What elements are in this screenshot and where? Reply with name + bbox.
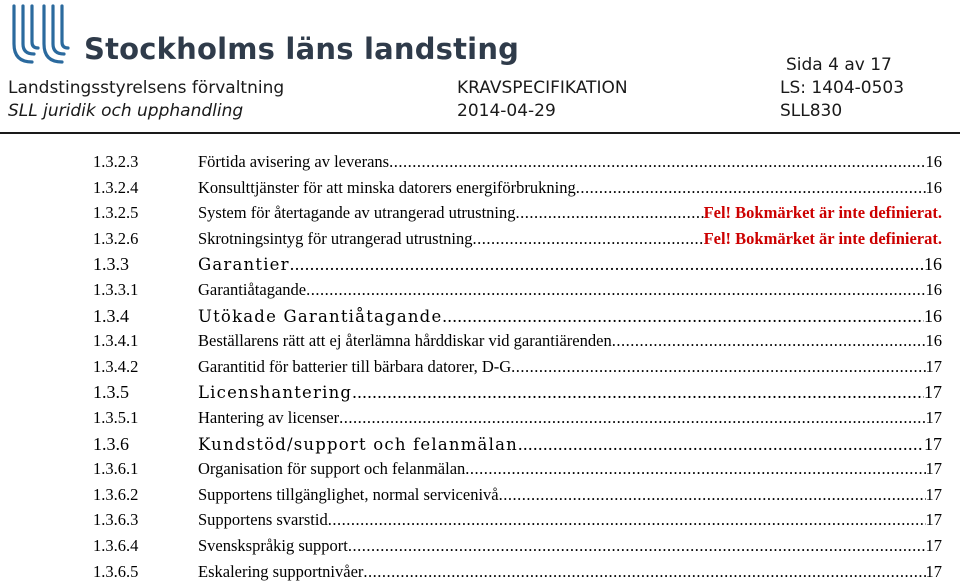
toc-entry-number: 1.3.4.2 bbox=[93, 356, 139, 376]
toc-entry-line bbox=[198, 382, 942, 403]
toc-entry-page: 17 bbox=[925, 356, 942, 376]
toc-entry[interactable] bbox=[0, 382, 960, 408]
toc-entry-page: 16 bbox=[925, 331, 942, 351]
toc-entry[interactable] bbox=[0, 280, 960, 306]
toc-entry-page: 17 bbox=[925, 536, 942, 555]
header-doc-type: KRAVSPECIFIKATION bbox=[457, 78, 628, 98]
toc-leader-dots bbox=[518, 434, 924, 455]
toc-entry-number: 1.3.2.5 bbox=[93, 203, 139, 223]
toc-entry-number: 1.3.3 bbox=[93, 254, 129, 275]
toc-entry[interactable] bbox=[0, 331, 960, 357]
toc-entry[interactable] bbox=[0, 562, 960, 588]
toc-entry-title: Hantering av licenser bbox=[198, 408, 340, 427]
toc-entry-title: Skrotningsintyg för utrangerad utrustning bbox=[198, 228, 473, 248]
toc-entry-line bbox=[198, 485, 942, 505]
toc-entry[interactable] bbox=[0, 510, 960, 536]
toc-entry-title: Licenshantering bbox=[198, 383, 353, 403]
toc-leader-dots bbox=[576, 178, 926, 198]
toc-entry-number: 1.3.4 bbox=[93, 305, 129, 326]
toc-entry-page: 16 bbox=[925, 152, 942, 171]
toc-entry-line bbox=[198, 408, 942, 428]
header-rule bbox=[0, 132, 960, 134]
toc-entry-page: 17 bbox=[925, 510, 942, 530]
toc-leader-dots bbox=[511, 357, 925, 377]
toc-entry-number: 1.3.4.1 bbox=[93, 331, 139, 351]
toc-entry-title: Supportens tillgänglighet, normal servicenivå bbox=[198, 484, 499, 504]
toc-entry[interactable] bbox=[0, 485, 960, 511]
toc-leader-dots bbox=[339, 408, 925, 428]
toc-entry-page: 17 bbox=[924, 433, 942, 454]
toc-entry-page: 16 bbox=[925, 280, 942, 299]
toc-entry[interactable] bbox=[0, 408, 960, 434]
toc-leader-dots bbox=[473, 229, 704, 249]
toc-entry-page: 17 bbox=[925, 408, 942, 427]
toc-entry[interactable] bbox=[0, 203, 960, 229]
toc-entry-number: 1.3.6.5 bbox=[93, 561, 139, 581]
toc-leader-dots bbox=[352, 382, 924, 403]
toc-entry-number: 1.3.2.4 bbox=[93, 177, 139, 197]
toc-entry-page: 17 bbox=[925, 459, 942, 479]
toc-leader-dots bbox=[499, 485, 926, 505]
toc-entry-number: 1.3.3.1 bbox=[93, 280, 139, 299]
toc-entry[interactable] bbox=[0, 306, 960, 332]
toc-entry-line bbox=[198, 434, 942, 455]
toc-leader-dots bbox=[348, 536, 926, 556]
toc-entry-line bbox=[198, 254, 942, 275]
toc-entry-page: 16 bbox=[924, 305, 942, 326]
toc-entry-title: Beställarens rätt att ej återlämna hårddiskar vid garantiärenden bbox=[198, 331, 612, 351]
toc-entry-page: 16 bbox=[925, 177, 942, 197]
toc-entry-line bbox=[198, 280, 942, 300]
header-ls-number: LS: 1404-0503 bbox=[780, 78, 905, 98]
toc-entry-title: Svenskspråkig support bbox=[198, 536, 348, 555]
toc-entry-number: 1.3.6.2 bbox=[93, 484, 139, 504]
toc-entry[interactable] bbox=[0, 254, 960, 280]
toc-leader-dots bbox=[389, 152, 925, 172]
toc-entry-title: Konsulttjänster för att minska datorers energiförbrukning bbox=[198, 177, 576, 197]
toc-entry-number: 1.3.6.3 bbox=[93, 510, 139, 530]
toc-entry-line bbox=[198, 510, 942, 530]
toc-entry-page: 17 bbox=[924, 382, 942, 403]
toc-entry-line bbox=[198, 536, 942, 556]
toc-entry-title: Supportens svarstid bbox=[198, 510, 328, 530]
toc-entry-title: Kundstöd/support och felanmälan bbox=[198, 434, 518, 454]
toc-entry-number: 1.3.6.1 bbox=[93, 459, 139, 479]
toc-entry-line bbox=[198, 357, 942, 377]
toc-entry-number: 1.3.6 bbox=[93, 433, 129, 454]
toc-entry-line bbox=[198, 459, 942, 479]
toc-entry-title: Eskalering supportnivåer bbox=[198, 561, 364, 581]
toc-entry[interactable] bbox=[0, 178, 960, 204]
header-dept: SLL juridik och upphandling bbox=[8, 101, 244, 121]
toc-entry-title: System för återtagande av utrangerad utrustning bbox=[198, 203, 516, 223]
toc-entry-title: Förtida avisering av leverans bbox=[198, 152, 390, 171]
toc-entry-number: 1.3.5.1 bbox=[93, 408, 139, 427]
toc-entry-number: 1.3.2.6 bbox=[93, 228, 139, 248]
toc-entry-title: Garantitid för batterier till bärbara datorer, D-G bbox=[198, 356, 512, 376]
toc-entry-page: 17 bbox=[925, 484, 942, 504]
logo-wordmark: Stockholms läns landsting bbox=[84, 32, 520, 66]
toc-entry-line bbox=[198, 306, 942, 327]
toc-entry-number: 1.3.5 bbox=[93, 382, 129, 403]
toc-entry-title: Garantiåtagande bbox=[198, 280, 307, 299]
toc-entry-title: Organisation för support och felanmälan bbox=[198, 459, 466, 479]
toc-entry[interactable] bbox=[0, 459, 960, 485]
toc-leader-dots bbox=[442, 306, 924, 327]
toc-entry-bookmark-error: Fel! Bokmärket är inte definierat. bbox=[703, 228, 942, 248]
header-org: Landstingsstyrelsens förvaltning bbox=[8, 78, 285, 98]
toc-entry[interactable] bbox=[0, 434, 960, 460]
toc-leader-dots bbox=[290, 254, 924, 275]
toc-leader-dots bbox=[516, 203, 704, 223]
toc-leader-dots bbox=[465, 459, 925, 479]
toc-entry-page: 17 bbox=[925, 561, 942, 581]
toc-entry[interactable] bbox=[0, 229, 960, 255]
toc-entry[interactable] bbox=[0, 152, 960, 178]
toc-entry[interactable] bbox=[0, 536, 960, 562]
toc-entry-line bbox=[198, 562, 942, 582]
toc-entry-line bbox=[198, 152, 942, 172]
toc-leader-dots bbox=[328, 510, 926, 530]
toc-leader-dots bbox=[306, 280, 925, 300]
toc-entry-title: Garantier bbox=[198, 255, 290, 275]
header-date: 2014-04-29 bbox=[457, 101, 556, 121]
header-ref: SLL830 bbox=[780, 101, 843, 121]
toc-entry-line bbox=[198, 203, 942, 223]
page-number: Sida 4 av 17 bbox=[786, 55, 892, 75]
toc-entry-bookmark-error: Fel! Bokmärket är inte definierat. bbox=[703, 203, 942, 223]
toc-entry-line bbox=[198, 178, 942, 198]
toc-entry-line bbox=[198, 229, 942, 249]
sll-logo-icon bbox=[10, 4, 80, 66]
toc-entry-number: 1.3.6.4 bbox=[93, 536, 139, 555]
toc-entry-title: Utökade Garantiåtagande bbox=[198, 306, 443, 326]
toc-leader-dots bbox=[612, 331, 926, 351]
toc-entry-page: 16 bbox=[924, 254, 942, 275]
toc-entry[interactable] bbox=[0, 357, 960, 383]
toc-entry-line bbox=[198, 331, 942, 351]
toc-entry-number: 1.3.2.3 bbox=[93, 152, 139, 171]
toc-leader-dots bbox=[363, 562, 925, 582]
